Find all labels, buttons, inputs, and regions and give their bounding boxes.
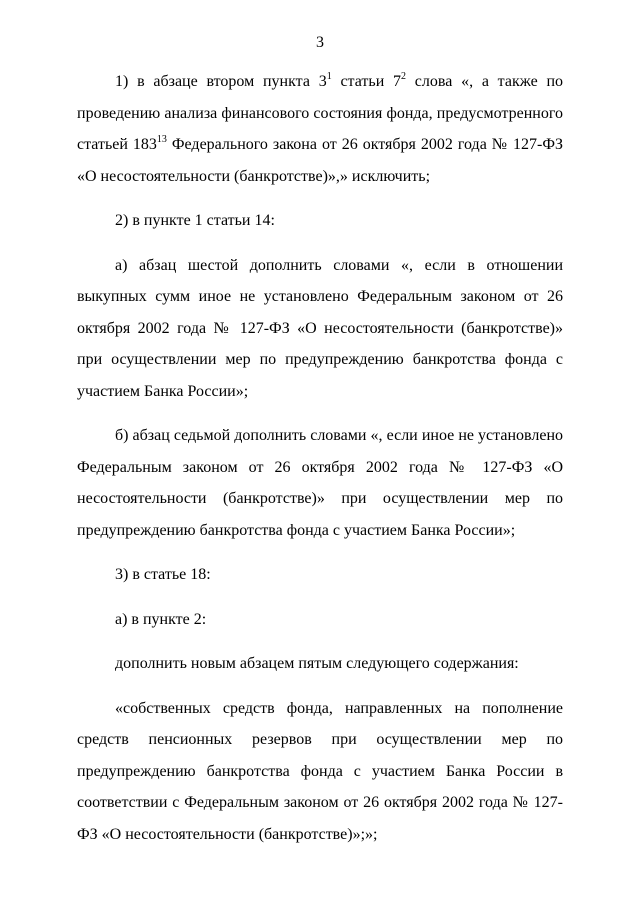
- paragraph-2: 2) в пункте 1 статьи 14:: [115, 212, 275, 229]
- paragraph-3: а) абзац шестой дополнить словами «, если в отношении выкупных сумм иное не установлено Федеральным законом от 26 октября 2002 года № 127-ФЗ «О несостоятельности (банкротстве)» при осуществлении мер по предупреждению банкротства фонда с участием Банка России»;: [77, 256, 563, 400]
- paragraph-1-text-a: 1) в абзаце втором пункта 3: [115, 73, 327, 90]
- paragraph-5: 3) в статье 18:: [115, 566, 211, 583]
- paragraph-1-text-d: Федерального закона от 26 октября 2002 года № 127-ФЗ «О несостоятельности (банкротстве)»,» исключить;: [77, 136, 564, 185]
- paragraph-1: [77, 66, 563, 192]
- paragraph-6: а) в пункте 2:: [115, 610, 207, 628]
- paragraph-1-text-c: слова «, а также по проведению анализа финансового состояния фонда, предусмотренного статьей 183: [77, 73, 564, 153]
- superscript-13: 13: [156, 133, 167, 145]
- paragraph-8: «собственных средств фонда, направленных на пополнение средств пенсионных резервов при осуществлении мер по предупреждению банкротства фонда с участием Банка России в соответствии с Федеральным законом от 26 октября 2002 года № 127-ФЗ «О несостоятельности (банкротстве)»;»;: [77, 699, 563, 843]
- superscript-2: 2: [401, 70, 407, 82]
- document-body: [77, 66, 563, 863]
- paragraph-4: б) абзац седьмой дополнить словами «, если иное не установлено Федеральным законом от 26 октября 2002 года № 127-ФЗ «О несостоятельности (банкротстве)» при осуществлении мер по предупреждению банкротства фонда с участием Банка России»;: [77, 427, 563, 539]
- paragraph-1-text-b: статьи 7: [331, 73, 402, 90]
- page-number: 3: [316, 34, 324, 51]
- superscript-1: 1: [326, 70, 332, 82]
- paragraph-7: дополнить новым абзацем пятым следующего содержания:: [115, 655, 519, 672]
